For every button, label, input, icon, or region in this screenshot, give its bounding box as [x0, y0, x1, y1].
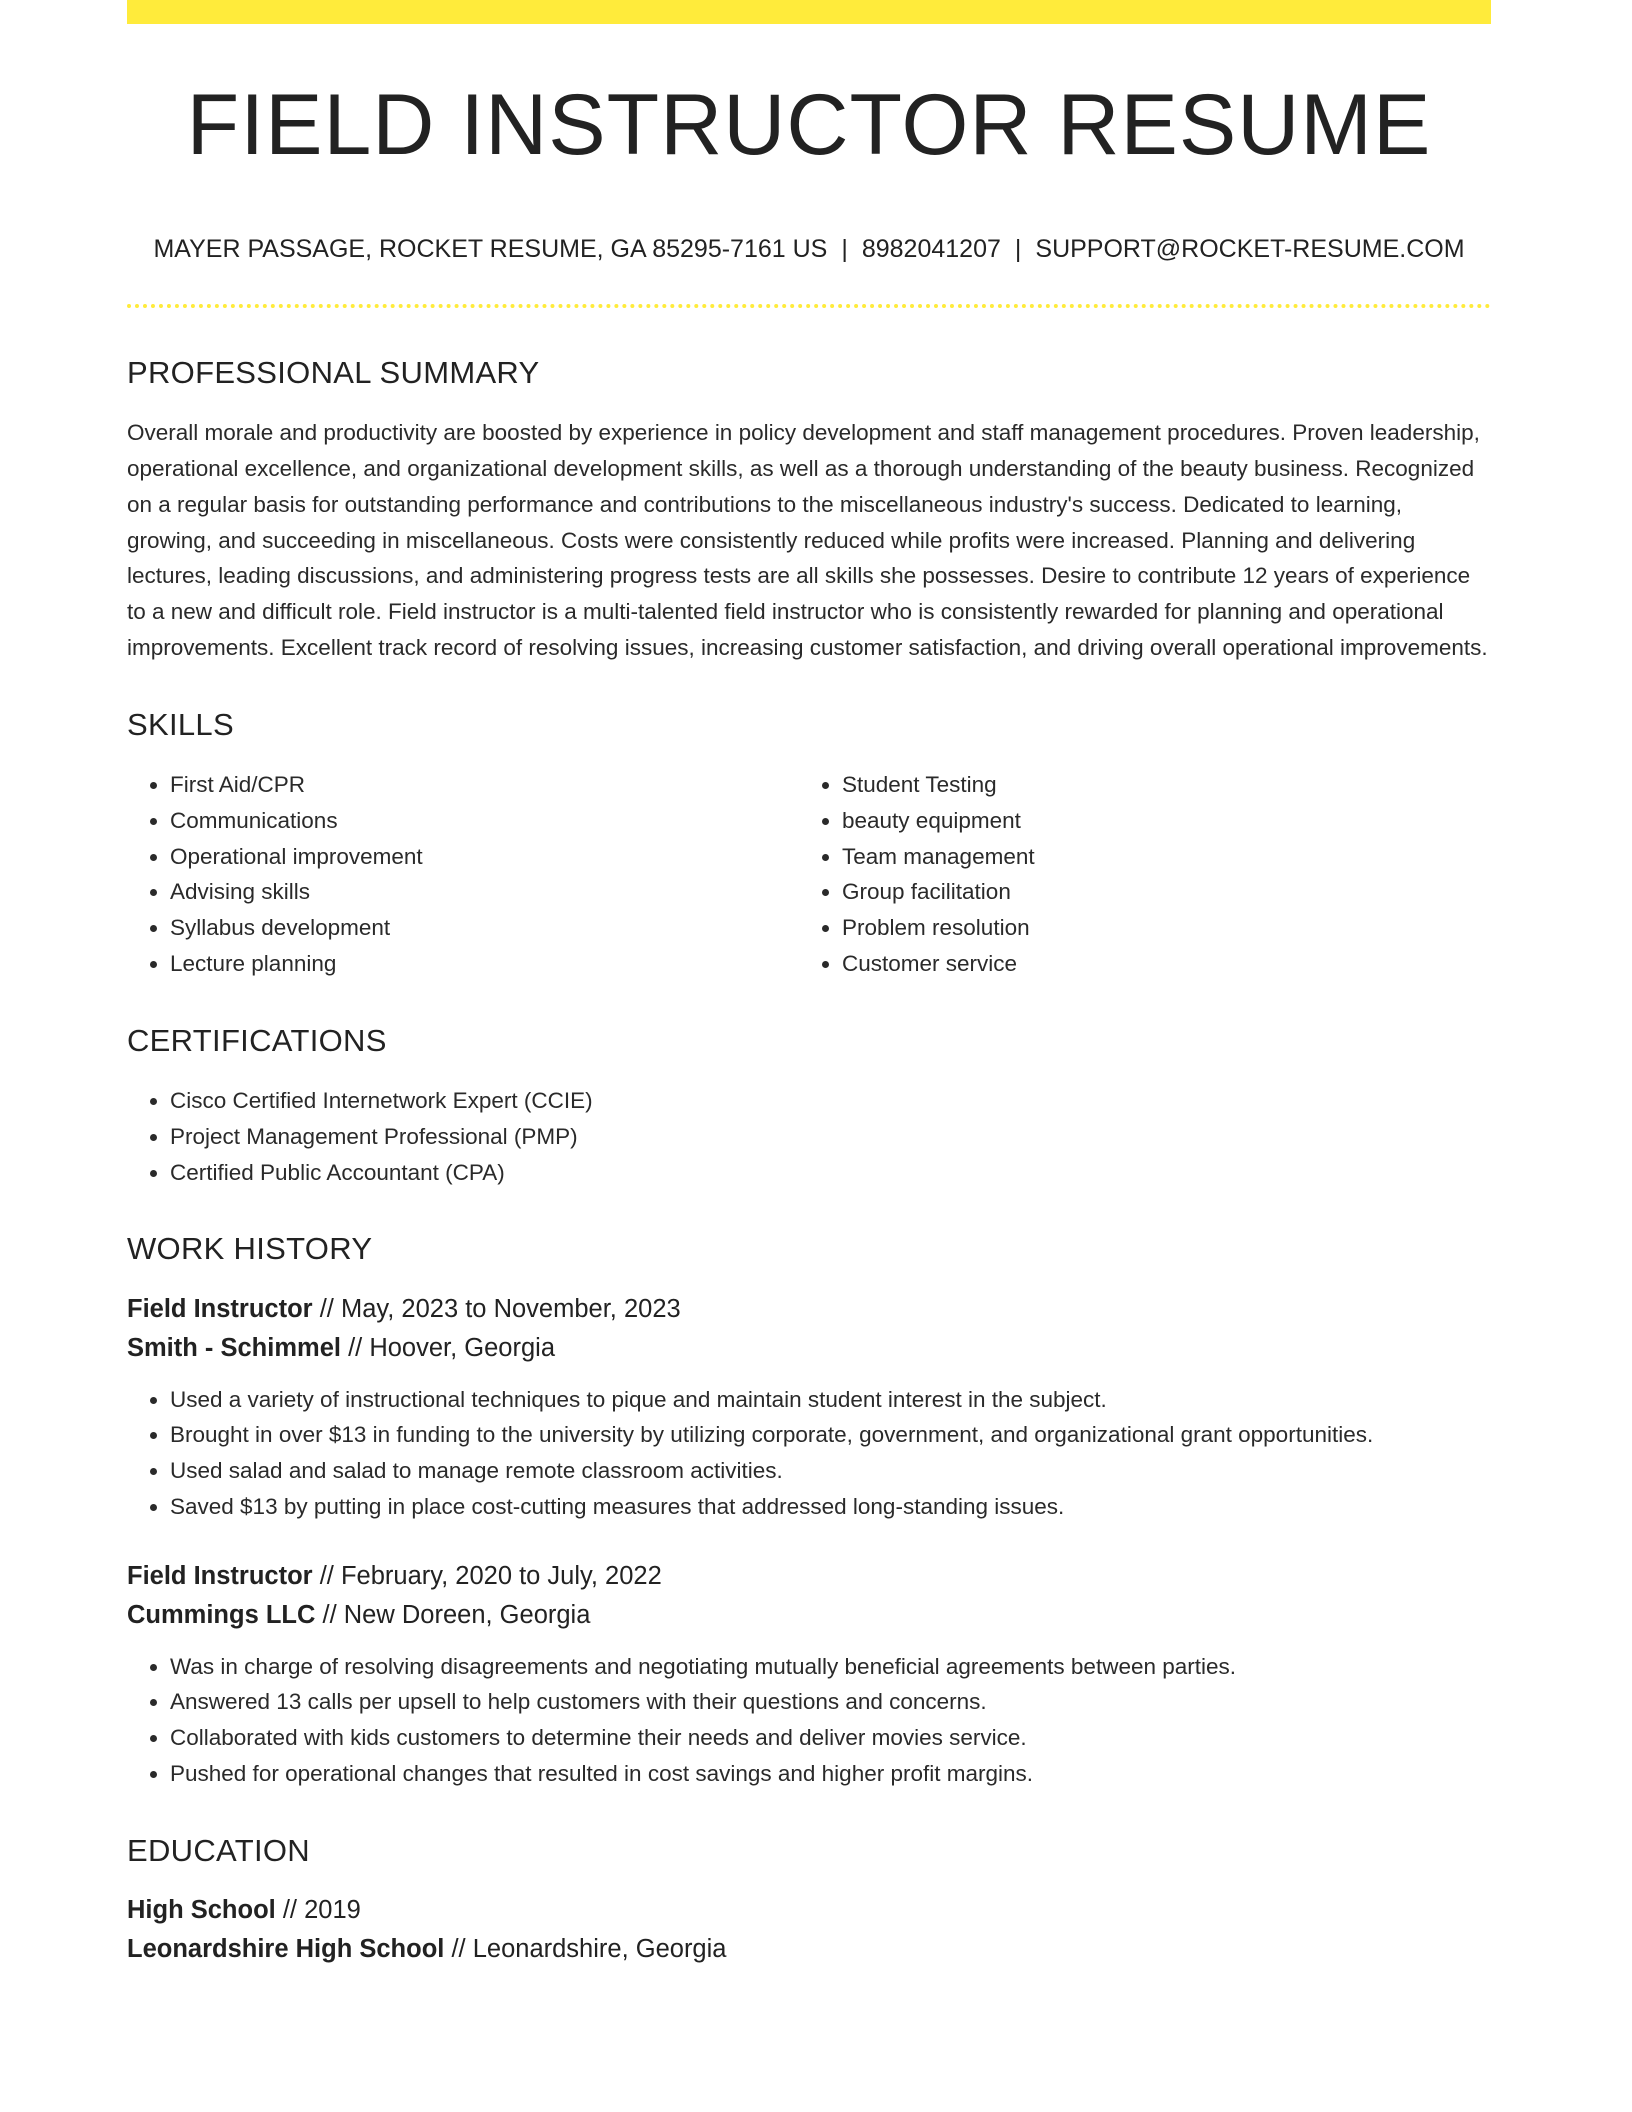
resume-title: FIELD INSTRUCTOR RESUME [186, 77, 1432, 173]
education-degree: High School [127, 1896, 276, 1925]
job-location: // Hoover, Georgia [348, 1333, 556, 1362]
skill-item: • beauty equipment [842, 803, 1471, 839]
dotted-divider [127, 304, 1491, 308]
certifications-heading: CERTIFICATIONS [127, 1022, 387, 1058]
education-heading: EDUCATION [127, 1832, 310, 1868]
contact-address: MAYER PASSAGE, ROCKET RESUME, GA 85295-7161 US [153, 235, 828, 263]
job-title-line [127, 1290, 1491, 1329]
skill-item: • Operational improvement [170, 839, 799, 875]
skills-list-right [799, 767, 1471, 982]
job-bullet: • Pushed for operational changes that resulted in cost savings and higher profit margins. [170, 1756, 1491, 1792]
certification-item: • Certified Public Accountant (CPA) [170, 1155, 1491, 1191]
job-bullet: • Collaborated with kids customers to determine their needs and deliver movies service. [170, 1720, 1491, 1756]
job-bullets [127, 1649, 1491, 1792]
job-dates: // May, 2023 to November, 2023 [319, 1294, 681, 1323]
contact-separator: | [841, 235, 848, 263]
contact-separator: | [1014, 235, 1022, 263]
job-title: Field Instructor [127, 1561, 313, 1590]
job-bullet: • Used a variety of instructional techniques to pique and maintain student interest in the subject. [170, 1382, 1491, 1418]
job-bullet: • Answered 13 calls per upsell to help customers with their questions and concerns. [170, 1684, 1491, 1720]
education-year: // 2019 [282, 1896, 361, 1925]
job-location: // New Doreen, Georgia [322, 1600, 591, 1629]
resume-page [127, 0, 1491, 1969]
job-entry [127, 1557, 1491, 1792]
skill-item: • Group facilitation [842, 874, 1471, 910]
skills-heading: SKILLS [127, 706, 234, 742]
skill-item: • Problem resolution [842, 910, 1471, 946]
job-dates: // February, 2020 to July, 2022 [319, 1561, 662, 1590]
job-company-line [127, 1329, 1491, 1368]
skill-item: • Syllabus development [170, 910, 799, 946]
education-degree-line [127, 1891, 1491, 1930]
contact-line [127, 234, 1491, 264]
skill-item: • Communications [170, 803, 799, 839]
job-company: Smith - Schimmel [127, 1333, 341, 1362]
job-bullet: • Was in charge of resolving disagreements and negotiating mutually beneficial agreements between parties. [170, 1649, 1491, 1685]
job-company-line [127, 1596, 1491, 1635]
skill-item: • Team management [842, 839, 1471, 875]
skills-list-left [127, 767, 799, 982]
skill-item: • Lecture planning [170, 946, 799, 982]
education-entry [127, 1891, 1491, 1969]
education-location: // Leonardshire, Georgia [451, 1935, 727, 1964]
certifications-list [127, 1083, 1491, 1190]
job-title: Field Instructor [127, 1294, 313, 1323]
skill-item: • First Aid/CPR [170, 767, 799, 803]
education-school: Leonardshire High School [127, 1935, 445, 1964]
skill-item: • Advising skills [170, 874, 799, 910]
accent-top-bar [127, 0, 1491, 24]
certification-item: • Cisco Certified Internetwork Expert (CCIE) [170, 1083, 1491, 1119]
summary-heading: PROFESSIONAL SUMMARY [127, 355, 540, 390]
skill-item: • Customer service [842, 946, 1471, 982]
job-bullet: • Saved $13 by putting in place cost-cutting measures that addressed long-standing issues. [170, 1489, 1491, 1525]
work-history-heading: WORK HISTORY [127, 1231, 373, 1267]
job-bullet: • Used salad and salad to manage remote classroom activities. [170, 1453, 1491, 1489]
skill-item: • Student Testing [842, 767, 1471, 803]
job-title-line [127, 1557, 1491, 1596]
job-company: Cummings LLC [127, 1600, 316, 1629]
skills-columns [127, 767, 1491, 982]
contact-email: SUPPORT@ROCKET-RESUME.COM [1035, 235, 1465, 263]
summary-text: Overall morale and productivity are boosted by experience in policy development and staff management procedures. Proven leadership, operational excellence, and organizational development skills, as well as a thorough understanding of the beauty business. Recognized on a regular basis for outstanding performance and contributions to the miscellaneous industry's success. Dedicated to learning, growing, and succeeding in miscellaneous. Costs were consistently reduced while profits were increased. Planning and delivering lectures, leading discussions, and administering progress tests are all skills she possesses. Desire to contribute 12 years of experience to a new and difficult role. Field instructor is a multi-talented field instructor who is consistently rewarded for planning and operational improvements. Excellent track record of resolving issues, increasing customer satisfaction, and driving overall operational improvements. [127, 420, 1488, 660]
job-entry [127, 1290, 1491, 1525]
contact-phone: 8982041207 [861, 235, 1001, 263]
education-school-line [127, 1930, 1491, 1969]
job-bullet: • Brought in over $13 in funding to the university by utilizing corporate, government, and organizational grant opportunities. [170, 1417, 1491, 1453]
job-bullets [127, 1382, 1491, 1525]
certification-item: • Project Management Professional (PMP) [170, 1119, 1491, 1155]
